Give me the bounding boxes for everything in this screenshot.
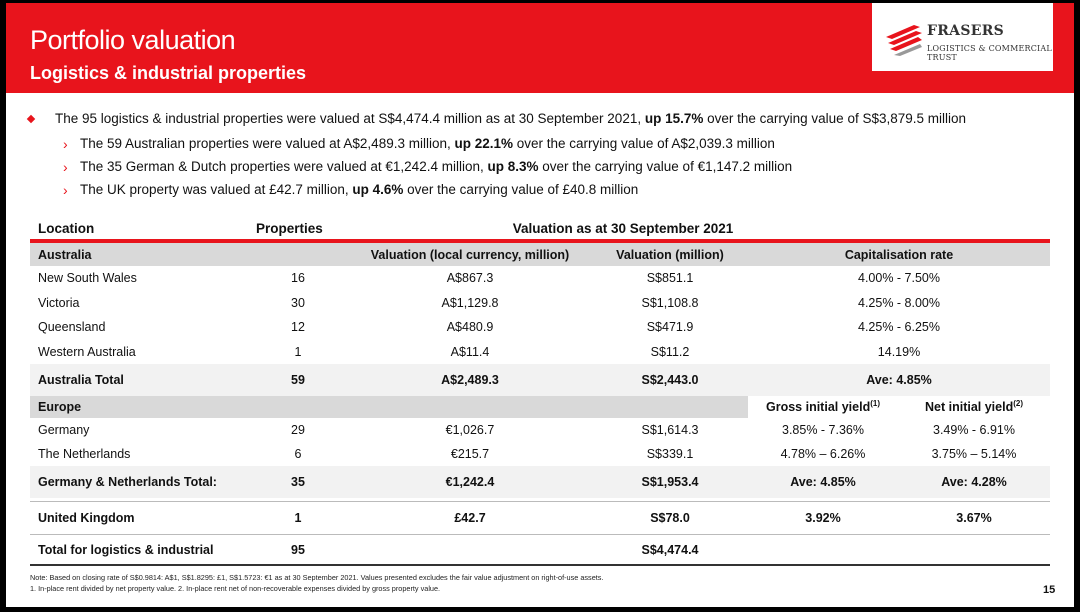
logo-wordmark: FRASERS bbox=[927, 23, 1005, 39]
cell-properties: 1 bbox=[294, 344, 302, 359]
cell-sgd-valuation: S$471.9 bbox=[646, 320, 694, 335]
col-sgd-valuation: Valuation (million) bbox=[592, 241, 748, 266]
cell-location: The Netherlands bbox=[38, 447, 131, 461]
cell-properties: 35 bbox=[248, 466, 348, 498]
col-local-valuation: Valuation (local currency, million) bbox=[348, 241, 592, 266]
cell-sgd-valuation: S$2,443.0 bbox=[592, 364, 748, 396]
cell-properties: 59 bbox=[248, 364, 348, 396]
valuation-table bbox=[30, 217, 1050, 566]
cell-local-valuation: A$480.9 bbox=[446, 320, 494, 335]
col-properties-header: Properties bbox=[248, 217, 348, 241]
table-row bbox=[30, 315, 1050, 340]
cell-local-valuation: £42.7 bbox=[348, 502, 592, 535]
slide bbox=[6, 3, 1074, 607]
cell-location: Victoria bbox=[38, 295, 80, 310]
cell-location: New South Wales bbox=[38, 271, 137, 286]
frasers-logo-icon bbox=[884, 23, 924, 57]
footnote-line: Note: Based on closing rate of S$0.9814: A$1, S$1.8295: £1, S$1.5723: €1 as at 30 September 2021. Values presented excludes the fair value adjustment on right-of-use assets. bbox=[30, 573, 604, 582]
cell-location: Total for logistics & industrial bbox=[30, 535, 248, 566]
diamond-bullet-icon bbox=[27, 115, 35, 123]
col-valuation-header: Valuation as at 30 September 2021 bbox=[348, 217, 898, 241]
cell-net-yield: 3.67% bbox=[898, 502, 1050, 535]
cell-cap-rate: 4.25% - 8.00% bbox=[858, 295, 940, 310]
table-row bbox=[30, 442, 1050, 466]
table-row bbox=[30, 418, 1050, 442]
cell-location: Australia Total bbox=[30, 364, 248, 396]
cell-sgd-valuation: S$4,474.4 bbox=[592, 535, 748, 566]
chevron-right-icon: › bbox=[63, 182, 68, 198]
col-net-yield: Net initial yield$^{(2)}$ bbox=[925, 399, 1023, 415]
frasers-logo bbox=[872, 3, 1053, 71]
cell-sgd-valuation: S$11.2 bbox=[650, 344, 690, 359]
cell-gross-yield: 3.92% bbox=[748, 502, 898, 535]
cell-local-valuation: A$2,489.3 bbox=[348, 364, 592, 396]
cell-cap-rate: 4.00% - 7.50% bbox=[858, 271, 940, 286]
cell-net-yield: Ave: 4.28% bbox=[898, 466, 1050, 498]
slide-header bbox=[6, 3, 1074, 93]
main-bullet-text: The 95 logistics & industrial properties were valued at S$4,474.4 million as at 30 September 2021, up 15.7% over the carrying value of S$3,879.5 million bbox=[55, 111, 967, 126]
cell-cap-rate: Ave: 4.85% bbox=[748, 364, 1050, 396]
page-number: 15 bbox=[1043, 584, 1056, 596]
sub-bullet-text: The 35 German & Dutch properties were valued at €1,242.4 million, up 8.3% over the carrying value of €1,147.2 million bbox=[80, 159, 793, 174]
cell-location: Germany bbox=[38, 423, 90, 437]
cell-local-valuation: A$11.4 bbox=[450, 344, 490, 359]
cell-local-valuation: €1,242.4 bbox=[348, 466, 592, 498]
page-title: Portfolio valuation bbox=[30, 25, 236, 55]
table-top-header bbox=[30, 217, 1050, 241]
cell-sgd-valuation: S$1,108.8 bbox=[641, 295, 699, 310]
cell-sgd-valuation: S$339.1 bbox=[646, 447, 694, 461]
cell-location: United Kingdom bbox=[30, 502, 248, 535]
cell-sgd-valuation: S$1,614.3 bbox=[641, 423, 699, 437]
cell-location: Germany & Netherlands Total: bbox=[30, 466, 248, 498]
cell-local-valuation: A$867.3 bbox=[446, 271, 494, 286]
region-label: Australia bbox=[30, 241, 248, 266]
australia-header-row bbox=[30, 241, 1050, 266]
cell-location: Queensland bbox=[38, 320, 106, 335]
cell-local-valuation: €215.7 bbox=[450, 447, 490, 461]
cell-properties: 1 bbox=[248, 502, 348, 535]
cell-location: Western Australia bbox=[38, 344, 136, 359]
chevron-right-icon: › bbox=[63, 159, 68, 175]
cell-properties: 16 bbox=[291, 271, 305, 286]
sub-bullet-text: The UK property was valued at £42.7 million, up 4.6% over the carrying value of £40.8 million bbox=[80, 182, 639, 197]
cell-net-yield: 3.49% - 6.91% bbox=[933, 423, 1015, 437]
logo-tagline-1: LOGISTICS & COMMERCIAL bbox=[927, 44, 1052, 53]
cell-cap-rate: 4.25% - 6.25% bbox=[858, 320, 940, 335]
cell-sgd-valuation: S$78.0 bbox=[592, 502, 748, 535]
sub-bullet-text: The 59 Australian properties were valued at A$2,489.3 million, up 22.1% over the carrying value of A$2,039.3 million bbox=[80, 136, 775, 151]
cell-properties: 6 bbox=[294, 447, 302, 461]
cell-gross-yield: 3.85% - 7.36% bbox=[782, 423, 864, 437]
cell-sgd-valuation: S$1,953.4 bbox=[592, 466, 748, 498]
footnote-line: 1. In-place rent divided by net property value. 2. In-place rent net of non-recoverable expenses divided by gross property value. bbox=[30, 584, 441, 593]
table-row bbox=[30, 291, 1050, 316]
chevron-right-icon: › bbox=[63, 136, 68, 152]
col-location-header: Location bbox=[30, 217, 248, 241]
region-label: Europe bbox=[30, 396, 248, 418]
grand-total-row bbox=[30, 535, 1050, 566]
col-cap-rate: Capitalisation rate bbox=[748, 241, 1050, 266]
cell-gross-yield: Ave: 4.85% bbox=[748, 466, 898, 498]
cell-properties: 95 bbox=[248, 535, 348, 566]
cell-net-yield: 3.75% – 5.14% bbox=[931, 447, 1017, 461]
cell-gross-yield: 4.78% – 6.26% bbox=[780, 447, 866, 461]
cell-sgd-valuation: S$851.1 bbox=[646, 271, 694, 286]
page-subtitle: Logistics & industrial properties bbox=[30, 63, 307, 83]
cell-cap-rate: 14.19% bbox=[877, 344, 921, 359]
table-row bbox=[30, 340, 1050, 365]
australia-total-row bbox=[30, 364, 1050, 396]
logo-tagline-2: TRUST bbox=[927, 53, 957, 62]
cell-local-valuation: A$1,129.8 bbox=[441, 295, 499, 310]
cell-local-valuation: €1,026.7 bbox=[445, 423, 495, 437]
cell-properties: 29 bbox=[291, 423, 305, 437]
table-row bbox=[30, 266, 1050, 291]
uk-row bbox=[30, 502, 1050, 535]
europe-header-row bbox=[30, 396, 1050, 418]
footnotes bbox=[30, 572, 603, 594]
cell-properties: 12 bbox=[291, 320, 305, 335]
col-gross-yield: Gross initial yield$^{(1)}$ bbox=[766, 399, 880, 415]
europe-total-row bbox=[30, 466, 1050, 498]
cell-properties: 30 bbox=[291, 295, 305, 310]
